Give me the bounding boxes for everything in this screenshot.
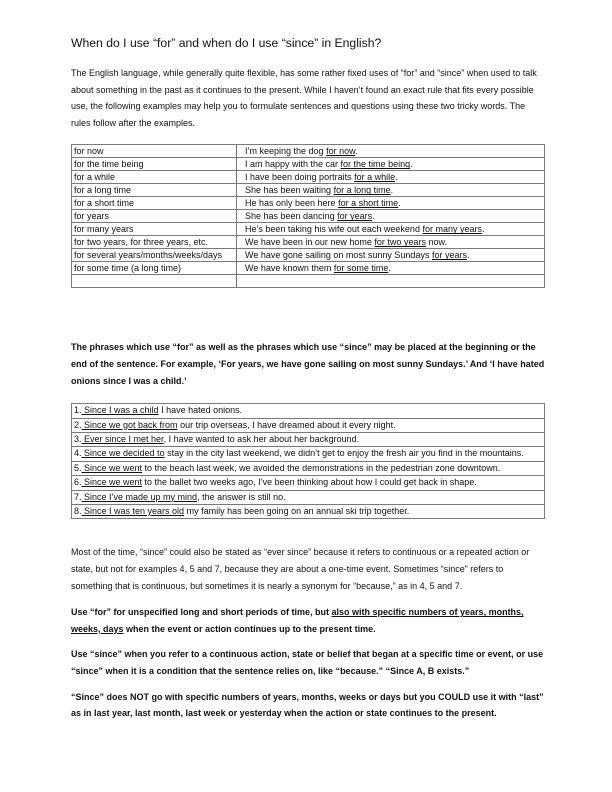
for-example-text: . [372,211,375,222]
since-example-text: , I have wanted to ask her about her background. [163,433,360,444]
for-phrase-cell: for now [72,145,237,158]
for-example-cell [237,184,545,197]
for-table-row [72,262,545,275]
for-example-underlined: for the time being [340,159,411,170]
for-example-cell [237,223,545,236]
for-example-cell [237,158,545,171]
since-example-number: 1. [74,405,82,416]
for-example-text: He has only been here [245,198,339,209]
for-example-underlined: for now [326,146,356,157]
for-phrase-cell: for a while [72,171,237,184]
for-example-text: He’s been taking his wife out each weekend [245,224,423,235]
since-example-underlined: Ever since I met her [81,433,164,444]
since-example-text: my family has been going on an annual ski trip together. [184,506,410,516]
rule-for-text-b: when the event or action continues up to the present time. [123,623,376,634]
for-example-cell [237,145,545,158]
for-phrase-cell: for many years [72,223,237,236]
for-table-row [72,184,545,197]
for-example-underlined: for a while [354,172,396,183]
for-example-underlined: for a short time [338,198,399,209]
for-phrase-cell: for some time (a long time) [72,262,237,275]
for-example-cell [237,236,545,249]
since-example-cell [72,447,545,461]
for-phrase-cell: for a long time [72,184,237,197]
for-example-text: . [390,185,394,196]
document-page [71,36,545,722]
since-example-underlined: Since we went [81,462,143,473]
since-table-row [72,418,545,432]
for-table-row [72,236,545,249]
since-example-underlined: Since I was a child [81,405,159,416]
for-example-underlined: for a long time [333,185,391,196]
since-example-underlined: Since I was ten years old [81,506,185,516]
since-table-row [72,461,545,475]
for-example-text: . [395,172,398,183]
for-example-text: We have known them [245,263,334,274]
since-example-cell [72,461,545,475]
since-examples-table [71,403,545,519]
rule-for-paragraph [71,604,545,637]
since-example-text: our trip overseas, I have dreamed about it every night. [177,419,396,430]
intro-paragraph: The English language, while generally quite flexible, has some rather fixed uses of “for” and “since” when used to talk about something in the past as it continues to the present. While I haven’t found an exact rule that fits every possible use, the following examples may help you to formulate sentences and questions using these two tricky words. The rules follow after the examples. [71,68,537,128]
for-example-text: . [466,250,470,261]
since-example-text: to the beach last week, we avoided the demonstrations in the pedestrian zone downtown. [142,462,501,473]
for-example-text: She has been waiting [245,185,334,196]
ever-since-paragraph: Most of the time, “since” could also be stated as “ever since” because it refers to continuous or a repeated action or state, but not for examples 4, 5 and 7, because they are about a one-time event. Sometimes “since” refers to something that is continuous, but sometimes it is nearly a synonym for “because,” as in 4, 5 and 7. [71,547,530,591]
since-table-row [72,476,545,490]
for-phrase-cell: for two years, for three years, etc. [72,236,237,249]
since-table-row [72,432,545,446]
since-example-text: , the answer is still no. [197,491,286,502]
for-example-underlined: for many years [422,224,482,235]
for-example-text: We have gone sailing on most sunny Sundays [245,250,432,261]
for-example-text: . [481,224,485,235]
for-example-underlined: for years [337,211,373,222]
for-table-row [72,275,545,288]
since-example-number: 8. [74,506,82,516]
rule-not-paragraph: “Since” does NOT go with specific numbers of years, months, weeks or days but you COULD use it with “last” as in last year, last month, last week or yesterday when the action or state continues to the present. [71,691,544,719]
for-phrase-cell: for years [72,210,237,223]
for-example-text: We have been in our new home [245,237,375,248]
for-table-row [72,210,545,223]
for-example-cell [237,262,545,275]
since-example-number: 4. [74,448,82,459]
for-example-cell [237,210,545,223]
since-example-number: 2. [74,419,82,430]
for-table-row [72,197,545,210]
for-example-text: now. [425,237,447,248]
for-example-text: I’m keeping the dog [245,146,327,157]
since-table-row [72,404,545,418]
for-example-underlined: for some time [333,263,389,274]
for-example-text: . [410,159,413,170]
for-example-text: . [388,263,391,274]
placement-paragraph: The phrases which use “for” as well as the phrases which use “since” may be placed at the beginning or the end of the sentence. For example, ‘For years, we have gone sailing on most sunny Sundays.’ And ‘I have hated onions since I was a child.’ [71,342,545,386]
since-example-cell [72,432,545,446]
since-example-underlined: Since we decided to [81,448,165,459]
since-table-row [72,447,545,461]
page-title: When do I use “for” and when do I use “since” in English? [71,36,382,50]
since-example-cell [72,490,545,504]
since-example-cell [72,404,545,418]
for-table-row [72,158,545,171]
for-example-text: She has been dancing [245,211,338,222]
since-table-row [72,490,545,504]
since-example-underlined: Since we got back from [81,419,178,430]
for-phrase-cell: for several years/months/weeks/days [72,249,237,262]
rule-for-underlined: also with specific numbers of years, months, weeks, days [71,607,524,634]
since-example-underlined: Since we went [81,477,143,488]
for-example-cell [237,197,545,210]
for-table-row [72,249,545,262]
since-example-text: I have hated onions. [158,405,243,416]
for-example-cell [237,275,545,288]
for-example-underlined: for years [431,250,467,261]
since-example-number: 5. [74,462,82,473]
for-example-cell [237,249,545,262]
for-example-underlined: for two years [374,237,426,248]
since-example-number: 7. [74,491,82,502]
for-example-text: . [355,146,358,157]
for-table-row [72,171,545,184]
since-example-underlined: Since I’ve made up my mind [81,491,198,502]
for-phrase-cell [72,275,237,288]
since-example-cell [72,476,545,490]
for-table-row [72,223,545,236]
since-example-text: to the ballet two weeks ago, I’ve been thinking about how I could get back in shape. [142,477,477,488]
for-examples-table [71,144,545,288]
since-example-text: stay in the city last weekend, we didn’t get to enjoy the fresh air you find in the mountains. [164,448,524,459]
since-example-cell [72,505,545,519]
since-example-number: 6. [74,477,82,488]
since-example-cell [72,418,545,432]
for-phrase-cell: for a short time [72,197,237,210]
since-example-number: 3. [74,433,82,444]
for-phrase-cell: for the time being [72,158,237,171]
rule-since-paragraph: Use “since” when you refer to a continuous action, state or belief that began at a specific time or event, or use “since” when it is a condition that the sentence relies on, like “because.” “Since A, B exists.” [71,649,544,676]
rule-for-text-a: Use “for” for unspecified long and short periods of time, but [71,607,332,618]
for-example-cell [237,171,545,184]
since-table-row [72,505,545,519]
for-table-row [72,145,545,158]
for-example-text: I have been doing portraits [245,172,355,183]
for-example-text: I am happy with the car [245,159,341,170]
for-example-text: . [398,198,401,209]
